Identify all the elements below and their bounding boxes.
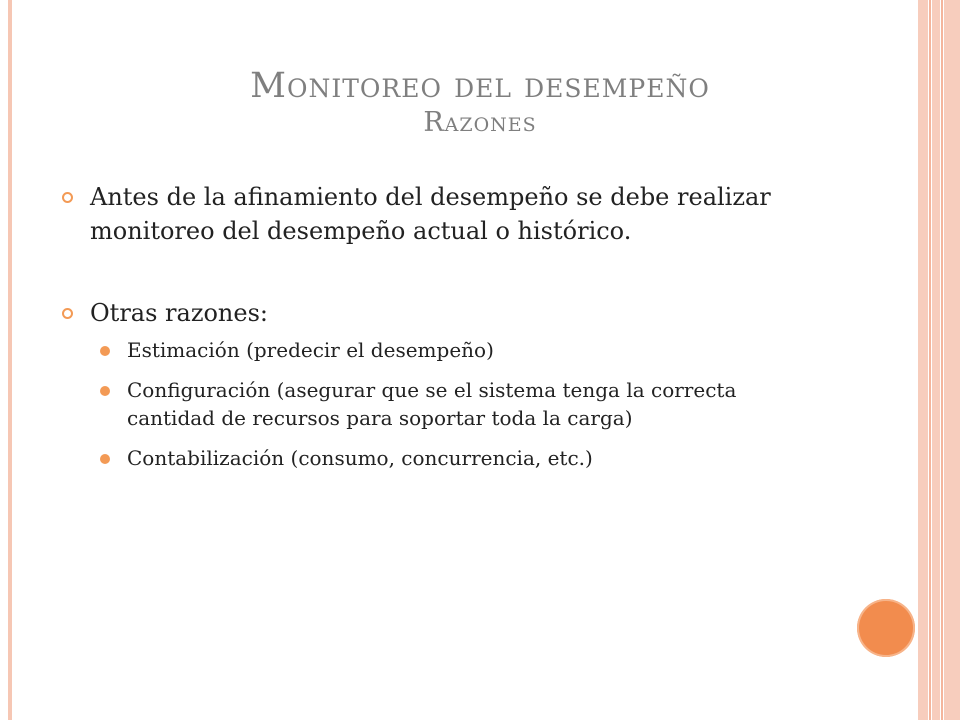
sub-bullet-text: Configuración (asegurar que se el sistema tenga la correcta cantidad de recursos para soportar toda la carga) xyxy=(127,378,737,430)
sub-bullet-item xyxy=(100,444,820,472)
sub-bullet-text: Contabilización (consumo, concurrencia, etc.) xyxy=(127,446,593,470)
bullet-text: Antes de la afinamiento del desempeño se debe realizar monitoreo del desempeño actual o histórico. xyxy=(90,183,771,245)
dot-bullet-icon xyxy=(100,346,110,356)
bullet-item xyxy=(60,296,820,330)
sub-bullet-list xyxy=(100,336,820,472)
slide-content xyxy=(60,180,820,472)
bullet-item xyxy=(60,180,820,248)
left-border-decoration xyxy=(8,0,12,720)
ring-bullet-icon xyxy=(62,192,73,203)
sub-bullet-item xyxy=(100,376,820,432)
right-stripe-decoration xyxy=(941,0,943,720)
right-stripe-decoration xyxy=(932,0,940,720)
sub-bullet-item xyxy=(100,336,820,364)
right-stripe-decoration xyxy=(918,0,928,720)
orange-circle-decoration xyxy=(857,599,915,657)
right-stripe-decoration xyxy=(929,0,931,720)
sub-bullet-text: Estimación (predecir el desempeño) xyxy=(127,338,494,362)
title-main: Monitoreo del desempeño xyxy=(250,66,710,106)
bullet-text: Otras razones: xyxy=(90,299,268,327)
slide-title xyxy=(60,65,900,139)
dot-bullet-icon xyxy=(100,454,110,464)
title-sub: Razones xyxy=(423,107,537,138)
right-stripe-decoration xyxy=(944,0,960,720)
ring-bullet-icon xyxy=(62,308,73,319)
dot-bullet-icon xyxy=(100,386,110,396)
